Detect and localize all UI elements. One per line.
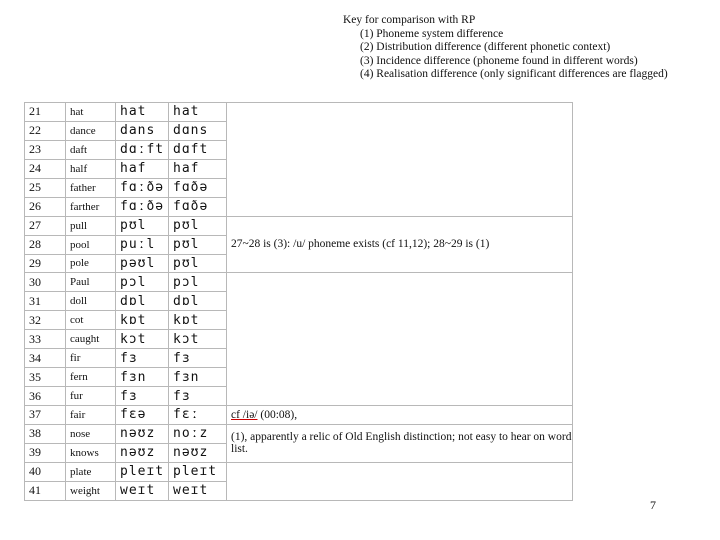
row-number: 35 <box>25 368 66 387</box>
row-number: 23 <box>25 140 66 159</box>
speaker-transcription: kɔt <box>169 330 227 349</box>
rp-transcription: puːl <box>116 235 169 254</box>
table-row <box>25 216 573 235</box>
rp-transcription: kɔt <box>116 330 169 349</box>
row-word: caught <box>66 330 116 349</box>
row-word: weight <box>66 481 116 500</box>
table-row <box>25 273 573 292</box>
row-number: 38 <box>25 424 66 443</box>
rp-transcription: pleɪt <box>116 462 169 481</box>
notes-cell <box>227 103 573 217</box>
row-word: Paul <box>66 273 116 292</box>
comparison-key <box>343 14 668 82</box>
key-title: Key for comparison with RP <box>343 14 476 26</box>
row-word: fir <box>66 349 116 368</box>
rp-transcription: pʊl <box>116 216 169 235</box>
row-number: 29 <box>25 254 66 273</box>
row-word: nose <box>66 424 116 443</box>
speaker-transcription: dɑft <box>169 140 227 159</box>
rp-transcription: fɜ <box>116 387 169 406</box>
speaker-transcription: noːz <box>169 424 227 443</box>
rp-transcription: fɜ <box>116 349 169 368</box>
row-word: fair <box>66 406 116 425</box>
speaker-transcription: dɒl <box>169 292 227 311</box>
speaker-transcription: hat <box>169 103 227 122</box>
table-row <box>25 103 573 122</box>
row-number: 27 <box>25 216 66 235</box>
row-number: 30 <box>25 273 66 292</box>
key-item: (3) Incidence difference (phoneme found in different words) <box>360 54 638 67</box>
row-word: pool <box>66 235 116 254</box>
table-row <box>25 424 573 443</box>
notes-cell <box>227 462 573 500</box>
table-row <box>25 462 573 481</box>
speaker-transcription: pʊl <box>169 216 227 235</box>
speaker-transcription: pʊl <box>169 235 227 254</box>
row-word: pole <box>66 254 116 273</box>
speaker-transcription: pʊl <box>169 254 227 273</box>
row-word: plate <box>66 462 116 481</box>
note-27-29: 27~28 is (3): /u/ phoneme exists (cf 11,12); 28~29 is (1) <box>227 216 573 273</box>
rp-transcription: haf <box>116 159 169 178</box>
row-number: 24 <box>25 159 66 178</box>
speaker-transcription: kɒt <box>169 311 227 330</box>
row-word: fur <box>66 387 116 406</box>
row-word: daft <box>66 140 116 159</box>
rp-transcription: dɑːft <box>116 140 169 159</box>
rp-transcription: pəʊl <box>116 254 169 273</box>
note-38-39: (1), apparently a relic of Old English distinction; not easy to hear on word list. <box>227 424 573 462</box>
key-item: (1) Phoneme system difference <box>360 27 504 40</box>
row-number: 36 <box>25 387 66 406</box>
rp-transcription: weɪt <box>116 481 169 500</box>
phoneme-table <box>24 102 573 501</box>
speaker-transcription: fɜ <box>169 387 227 406</box>
speaker-transcription: fɜ <box>169 349 227 368</box>
row-word: half <box>66 159 116 178</box>
row-word: dance <box>66 121 116 140</box>
key-item: (4) Realisation difference (only significant differences are flagged) <box>360 68 668 81</box>
rp-transcription: nəʊz <box>116 424 169 443</box>
rp-transcription: dɒl <box>116 292 169 311</box>
row-word: doll <box>66 292 116 311</box>
row-number: 34 <box>25 349 66 368</box>
speaker-transcription: pleɪt <box>169 462 227 481</box>
row-word: cot <box>66 311 116 330</box>
row-word: pull <box>66 216 116 235</box>
table-row <box>25 406 573 425</box>
speaker-transcription: fɜn <box>169 368 227 387</box>
row-number: 25 <box>25 178 66 197</box>
row-number: 33 <box>25 330 66 349</box>
note-37-ref: cf /iə/ <box>231 408 258 421</box>
row-word: father <box>66 178 116 197</box>
rp-transcription: dans <box>116 121 169 140</box>
row-number: 31 <box>25 292 66 311</box>
row-number: 37 <box>25 406 66 425</box>
speaker-transcription: nəʊz <box>169 443 227 462</box>
notes-cell <box>227 273 573 406</box>
row-number: 32 <box>25 311 66 330</box>
row-number: 21 <box>25 103 66 122</box>
row-word: fern <box>66 368 116 387</box>
row-word: hat <box>66 103 116 122</box>
speaker-transcription: pɔl <box>169 273 227 292</box>
row-number: 28 <box>25 235 66 254</box>
key-item: (2) Distribution difference (different phonetic context) <box>360 41 611 54</box>
rp-transcription: pɔl <box>116 273 169 292</box>
speaker-transcription: fɑðə <box>169 178 227 197</box>
row-number: 26 <box>25 197 66 216</box>
speaker-transcription: weɪt <box>169 481 227 500</box>
rp-transcription: nəʊz <box>116 443 169 462</box>
page-number: 7 <box>650 498 656 512</box>
row-number: 39 <box>25 443 66 462</box>
note-37-text: (00:08), <box>257 408 298 421</box>
rp-transcription: hat <box>116 103 169 122</box>
rp-transcription: fɑːðə <box>116 178 169 197</box>
rp-transcription: fɜn <box>116 368 169 387</box>
speaker-transcription: dɑns <box>169 121 227 140</box>
rp-transcription: kɒt <box>116 311 169 330</box>
row-word: knows <box>66 443 116 462</box>
rp-transcription: fɑːðə <box>116 197 169 216</box>
row-number: 22 <box>25 121 66 140</box>
speaker-transcription: haf <box>169 159 227 178</box>
speaker-transcription: fɑðə <box>169 197 227 216</box>
note-37 <box>227 406 573 425</box>
row-number: 41 <box>25 481 66 500</box>
row-word: farther <box>66 197 116 216</box>
speaker-transcription: fɛː <box>169 406 227 425</box>
rp-transcription: fɛə <box>116 406 169 425</box>
row-number: 40 <box>25 462 66 481</box>
